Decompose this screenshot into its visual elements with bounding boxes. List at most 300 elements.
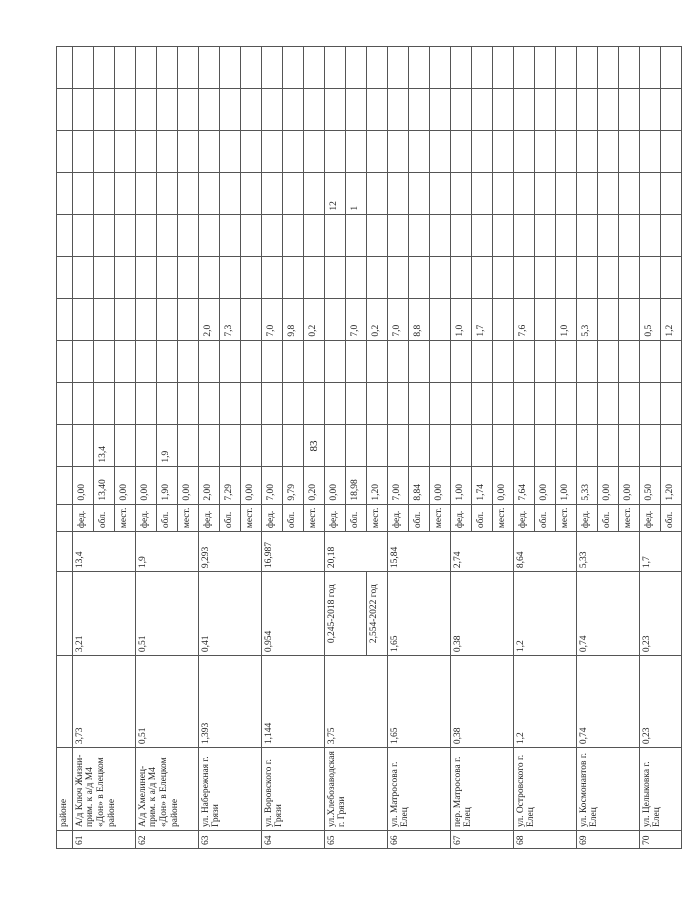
year-cell bbox=[555, 256, 576, 298]
road-name: ул. Островского г. Елец bbox=[513, 748, 576, 831]
total-cell bbox=[57, 532, 73, 572]
year-cell bbox=[57, 382, 73, 424]
year-cell bbox=[303, 88, 324, 130]
table-row bbox=[57, 46, 73, 848]
year-cell bbox=[72, 214, 93, 256]
year-cell bbox=[57, 298, 73, 340]
year-cell bbox=[660, 46, 681, 88]
year-cell bbox=[597, 340, 618, 382]
year-cell bbox=[471, 172, 492, 214]
year-cell bbox=[177, 382, 198, 424]
year-cell bbox=[408, 340, 429, 382]
year-cell bbox=[57, 46, 73, 88]
year-cell bbox=[429, 340, 450, 382]
amount-cell: 0,00 bbox=[135, 466, 156, 504]
year-cell bbox=[177, 130, 198, 172]
year-cell bbox=[198, 382, 219, 424]
year-cell bbox=[114, 340, 135, 382]
year-cell bbox=[177, 298, 198, 340]
year-cell bbox=[135, 298, 156, 340]
year-cell bbox=[387, 130, 408, 172]
total-cell: 20,18 bbox=[324, 532, 387, 572]
year-cell bbox=[387, 172, 408, 214]
year-cell bbox=[345, 382, 366, 424]
year-cell bbox=[93, 130, 114, 172]
year-cell bbox=[261, 256, 282, 298]
year-cell bbox=[534, 88, 555, 130]
year-cell bbox=[471, 424, 492, 466]
year-cell bbox=[72, 130, 93, 172]
value-cell: 0,74 bbox=[576, 572, 639, 656]
year-cell bbox=[618, 88, 639, 130]
year-cell bbox=[513, 424, 534, 466]
year-cell bbox=[408, 382, 429, 424]
year-cell bbox=[240, 424, 261, 466]
year-cell bbox=[639, 172, 660, 214]
year-cell bbox=[219, 382, 240, 424]
year-cell bbox=[135, 130, 156, 172]
total-cell: 2,74 bbox=[450, 532, 513, 572]
year-cell bbox=[450, 424, 471, 466]
length-cell bbox=[57, 656, 73, 748]
amount-cell: 0,00 bbox=[177, 466, 198, 504]
year-cell bbox=[555, 46, 576, 88]
year-cell bbox=[114, 214, 135, 256]
year-cell bbox=[156, 172, 177, 214]
year-cell bbox=[492, 172, 513, 214]
year-cell bbox=[114, 424, 135, 466]
length-cell: 1,144 bbox=[261, 656, 324, 748]
budget-level: обл. bbox=[597, 504, 618, 532]
year-cell bbox=[135, 340, 156, 382]
year-cell bbox=[219, 256, 240, 298]
amount-cell: 7,29 bbox=[219, 466, 240, 504]
table-row bbox=[135, 46, 156, 848]
year-cell bbox=[639, 382, 660, 424]
year-cell: 9,8 bbox=[282, 298, 303, 340]
year-cell bbox=[93, 340, 114, 382]
year-cell bbox=[303, 256, 324, 298]
year-cell bbox=[93, 88, 114, 130]
year-cell bbox=[513, 46, 534, 88]
year-cell bbox=[597, 130, 618, 172]
amount-cell: 9,79 bbox=[282, 466, 303, 504]
year-cell bbox=[555, 382, 576, 424]
year-cell bbox=[282, 172, 303, 214]
length-cell: 1,393 bbox=[198, 656, 261, 748]
year-cell bbox=[198, 172, 219, 214]
year-cell bbox=[555, 172, 576, 214]
year-cell bbox=[597, 88, 618, 130]
budget-level: фед. bbox=[198, 504, 219, 532]
year-cell bbox=[135, 172, 156, 214]
year-cell bbox=[114, 382, 135, 424]
year-cell bbox=[72, 298, 93, 340]
table-row bbox=[261, 46, 282, 848]
amount-cell: 7,64 bbox=[513, 466, 534, 504]
row-number: 62 bbox=[135, 831, 198, 849]
year-cell bbox=[366, 382, 387, 424]
year-cell bbox=[408, 46, 429, 88]
year-cell bbox=[93, 298, 114, 340]
year-cell bbox=[555, 424, 576, 466]
length-cell: 1,2 bbox=[513, 656, 576, 748]
amount-cell: 0,00 bbox=[492, 466, 513, 504]
year-cell bbox=[240, 172, 261, 214]
year-cell bbox=[93, 46, 114, 88]
year-cell bbox=[450, 256, 471, 298]
year-cell bbox=[198, 130, 219, 172]
year-cell bbox=[345, 130, 366, 172]
amount-cell: 0,00 bbox=[240, 466, 261, 504]
year-cell bbox=[177, 172, 198, 214]
year-cell: 7,0 bbox=[345, 298, 366, 340]
year-cell bbox=[513, 88, 534, 130]
year-cell bbox=[660, 340, 681, 382]
year-cell bbox=[660, 172, 681, 214]
year-cell: 1,0 bbox=[450, 298, 471, 340]
year-cell bbox=[366, 46, 387, 88]
year-cell bbox=[429, 46, 450, 88]
amount-cell: 0,00 bbox=[114, 466, 135, 504]
road-name: ул.Хлебозаводская г. Грязи bbox=[324, 748, 387, 831]
year-cell bbox=[618, 130, 639, 172]
value-cell: 1,2 bbox=[513, 572, 576, 656]
road-name: пер. Матросова г. Елец bbox=[450, 748, 513, 831]
budget-level: мест. bbox=[240, 504, 261, 532]
year-cell bbox=[660, 256, 681, 298]
year-cell bbox=[156, 340, 177, 382]
budget-level: фед. bbox=[261, 504, 282, 532]
year-cell bbox=[576, 382, 597, 424]
year-cell bbox=[597, 46, 618, 88]
road-name: ул. Целыковка г. Елец bbox=[639, 748, 681, 831]
year-cell bbox=[72, 88, 93, 130]
road-name: А/д Хмелинец-прим. к а/д М4 «Дон» в Елецком районе bbox=[135, 748, 198, 831]
year-cell bbox=[135, 88, 156, 130]
year-cell bbox=[282, 214, 303, 256]
year-cell bbox=[57, 88, 73, 130]
year-cell bbox=[450, 88, 471, 130]
year-cell bbox=[261, 214, 282, 256]
year-cell bbox=[429, 172, 450, 214]
year-cell bbox=[429, 382, 450, 424]
budget-level: мест. bbox=[618, 504, 639, 532]
table-row bbox=[324, 46, 345, 848]
year-cell bbox=[471, 382, 492, 424]
year-cell bbox=[387, 340, 408, 382]
amount-cell: 0,20 bbox=[303, 466, 324, 504]
length-cell: 0,23 bbox=[639, 656, 681, 748]
budget-level: фед. bbox=[576, 504, 597, 532]
year-cell bbox=[534, 256, 555, 298]
year-cell bbox=[57, 256, 73, 298]
year-cell bbox=[198, 88, 219, 130]
total-cell: 8,64 bbox=[513, 532, 576, 572]
year-cell bbox=[303, 214, 324, 256]
year-cell bbox=[72, 256, 93, 298]
amount-cell: 0,00 bbox=[324, 466, 345, 504]
amount-cell bbox=[57, 466, 73, 504]
budget-level: мест. bbox=[429, 504, 450, 532]
budget-level: фед. bbox=[135, 504, 156, 532]
year-cell bbox=[156, 214, 177, 256]
budget-level: фед. bbox=[513, 504, 534, 532]
year-cell: 1,2 bbox=[660, 298, 681, 340]
year-cell bbox=[555, 214, 576, 256]
year-cell bbox=[471, 88, 492, 130]
year-cell bbox=[618, 340, 639, 382]
budget-level: обл. bbox=[534, 504, 555, 532]
year-cell bbox=[660, 424, 681, 466]
year-cell bbox=[639, 214, 660, 256]
length-cell: 3,73 bbox=[72, 656, 135, 748]
year-cell: 7,0 bbox=[387, 298, 408, 340]
year-cell bbox=[135, 424, 156, 466]
year-cell bbox=[450, 214, 471, 256]
year-cell bbox=[198, 424, 219, 466]
amount-cell: 1,74 bbox=[471, 466, 492, 504]
year-cell bbox=[219, 424, 240, 466]
year-cell bbox=[597, 424, 618, 466]
total-cell: 1,9 bbox=[135, 532, 198, 572]
year-cell: 1,0 bbox=[555, 298, 576, 340]
year-cell bbox=[576, 214, 597, 256]
year-cell bbox=[261, 88, 282, 130]
year-cell bbox=[114, 46, 135, 88]
year-cell bbox=[57, 214, 73, 256]
amount-cell: 1,20 bbox=[660, 466, 681, 504]
year-cell bbox=[282, 340, 303, 382]
row-number: 67 bbox=[450, 831, 513, 849]
year-cell bbox=[57, 424, 73, 466]
year-cell bbox=[660, 130, 681, 172]
total-cell: 16,987 bbox=[261, 532, 324, 572]
year-cell bbox=[261, 340, 282, 382]
year-cell bbox=[513, 172, 534, 214]
length-cell: 3,75 bbox=[324, 656, 387, 748]
year-cell: 1,9 bbox=[156, 424, 177, 466]
length-cell: 1,65 bbox=[387, 656, 450, 748]
budget-level: обл. bbox=[660, 504, 681, 532]
year-cell bbox=[114, 298, 135, 340]
year-cell bbox=[471, 256, 492, 298]
year-cell bbox=[324, 298, 345, 340]
budget-level: мест. bbox=[177, 504, 198, 532]
value-cell: 0,51 bbox=[135, 572, 198, 656]
year-cell bbox=[387, 46, 408, 88]
row-number: 69 bbox=[576, 831, 639, 849]
value-cell: 0,23 bbox=[639, 572, 681, 656]
year-cell bbox=[240, 88, 261, 130]
year-cell bbox=[240, 46, 261, 88]
year-cell: 5,3 bbox=[576, 298, 597, 340]
row-number: 66 bbox=[387, 831, 450, 849]
road-name: районе bbox=[57, 748, 73, 831]
year-cell bbox=[387, 214, 408, 256]
year-cell bbox=[72, 340, 93, 382]
year-cell bbox=[450, 130, 471, 172]
year-cell bbox=[576, 46, 597, 88]
year-cell bbox=[114, 172, 135, 214]
amount-cell: 0,00 bbox=[618, 466, 639, 504]
table-row bbox=[639, 46, 660, 848]
year-cell bbox=[387, 256, 408, 298]
year-cell bbox=[534, 340, 555, 382]
year-cell bbox=[618, 424, 639, 466]
year-cell bbox=[660, 214, 681, 256]
amount-cell: 7,00 bbox=[387, 466, 408, 504]
year-cell bbox=[408, 172, 429, 214]
year-cell bbox=[156, 382, 177, 424]
budget-level: обл. bbox=[156, 504, 177, 532]
year-cell bbox=[450, 172, 471, 214]
amount-cell: 1,90 bbox=[156, 466, 177, 504]
year-cell bbox=[513, 256, 534, 298]
year-cell: 0,2 bbox=[303, 298, 324, 340]
year-cell bbox=[597, 256, 618, 298]
year-cell bbox=[597, 298, 618, 340]
budget-level: фед. bbox=[387, 504, 408, 532]
year-cell: 8,8 bbox=[408, 298, 429, 340]
year-cell bbox=[408, 256, 429, 298]
year-cell bbox=[513, 340, 534, 382]
year-cell bbox=[240, 298, 261, 340]
year-cell bbox=[387, 424, 408, 466]
year-cell bbox=[492, 340, 513, 382]
year-cell bbox=[345, 46, 366, 88]
year-cell bbox=[555, 340, 576, 382]
year-cell bbox=[261, 130, 282, 172]
table-row bbox=[387, 46, 408, 848]
year-cell bbox=[555, 88, 576, 130]
year-cell bbox=[471, 214, 492, 256]
year-cell bbox=[660, 88, 681, 130]
year-cell bbox=[303, 340, 324, 382]
year-cell bbox=[219, 88, 240, 130]
total-cell: 1,7 bbox=[639, 532, 681, 572]
year-cell bbox=[177, 88, 198, 130]
year-cell bbox=[408, 214, 429, 256]
year-cell bbox=[282, 46, 303, 88]
year-cell bbox=[93, 382, 114, 424]
year-cell bbox=[618, 298, 639, 340]
year-cell bbox=[240, 214, 261, 256]
year-cell bbox=[219, 46, 240, 88]
year-cell bbox=[93, 172, 114, 214]
year-cell bbox=[618, 172, 639, 214]
year-cell bbox=[219, 214, 240, 256]
year-cell bbox=[429, 256, 450, 298]
amount-cell: 8,84 bbox=[408, 466, 429, 504]
year-cell bbox=[177, 256, 198, 298]
year-cell bbox=[177, 46, 198, 88]
road-name: ул. Матросова г. Елец bbox=[387, 748, 450, 831]
year-cell bbox=[471, 340, 492, 382]
year-cell bbox=[492, 298, 513, 340]
year-cell bbox=[618, 256, 639, 298]
year-cell bbox=[429, 88, 450, 130]
budget-level: фед. bbox=[72, 504, 93, 532]
year-cell bbox=[366, 214, 387, 256]
year-cell bbox=[303, 424, 324, 466]
length-cell: 0,38 bbox=[450, 656, 513, 748]
year-cell: 0,2 bbox=[366, 298, 387, 340]
year-cell bbox=[324, 424, 345, 466]
year-cell bbox=[492, 88, 513, 130]
year-cell bbox=[156, 298, 177, 340]
year-cell bbox=[72, 172, 93, 214]
value-cell: 0,954 bbox=[261, 572, 324, 656]
amount-cell: 1,00 bbox=[450, 466, 471, 504]
amount-cell: 0,00 bbox=[429, 466, 450, 504]
year-cell bbox=[576, 88, 597, 130]
page-number: 83 bbox=[308, 440, 320, 452]
year-cell bbox=[261, 172, 282, 214]
year-cell bbox=[324, 88, 345, 130]
year-cell bbox=[135, 214, 156, 256]
year-cell bbox=[492, 256, 513, 298]
year-cell bbox=[303, 46, 324, 88]
year-cell bbox=[618, 382, 639, 424]
year-cell bbox=[534, 172, 555, 214]
year-cell bbox=[72, 46, 93, 88]
row-number: 65 bbox=[324, 831, 387, 849]
amount-cell: 13,40 bbox=[93, 466, 114, 504]
year-cell bbox=[513, 382, 534, 424]
year-cell bbox=[387, 382, 408, 424]
row-number: 63 bbox=[198, 831, 261, 849]
table-row bbox=[450, 46, 471, 848]
budget-level: мест. bbox=[114, 504, 135, 532]
budget-level: мест. bbox=[303, 504, 324, 532]
year-cell bbox=[177, 340, 198, 382]
year-cell bbox=[366, 256, 387, 298]
amount-cell: 1,00 bbox=[555, 466, 576, 504]
year-cell bbox=[618, 46, 639, 88]
year-cell bbox=[324, 382, 345, 424]
total-cell: 13,4 bbox=[72, 532, 135, 572]
year-cell bbox=[156, 46, 177, 88]
year-cell bbox=[639, 256, 660, 298]
year-cell bbox=[135, 46, 156, 88]
year-cell bbox=[492, 214, 513, 256]
year-cell bbox=[324, 214, 345, 256]
budget-level bbox=[57, 504, 73, 532]
year-cell bbox=[93, 214, 114, 256]
year-cell bbox=[597, 382, 618, 424]
year-cell bbox=[135, 382, 156, 424]
year-cell bbox=[198, 256, 219, 298]
year-cell bbox=[261, 46, 282, 88]
row-number: 68 bbox=[513, 831, 576, 849]
year-cell bbox=[156, 88, 177, 130]
value-cell: 0,41 bbox=[198, 572, 261, 656]
budget-level: фед. bbox=[639, 504, 660, 532]
year-cell: 1 bbox=[345, 172, 366, 214]
budget-level: обл. bbox=[219, 504, 240, 532]
year-cell bbox=[282, 130, 303, 172]
year-cell bbox=[72, 382, 93, 424]
year-cell bbox=[408, 424, 429, 466]
value-cell bbox=[57, 572, 73, 656]
year-cell bbox=[177, 214, 198, 256]
year-cell bbox=[72, 424, 93, 466]
value-cell: 0,245-2018 год bbox=[324, 572, 366, 656]
year-cell bbox=[576, 172, 597, 214]
year-cell bbox=[324, 130, 345, 172]
budget-level: мест. bbox=[366, 504, 387, 532]
